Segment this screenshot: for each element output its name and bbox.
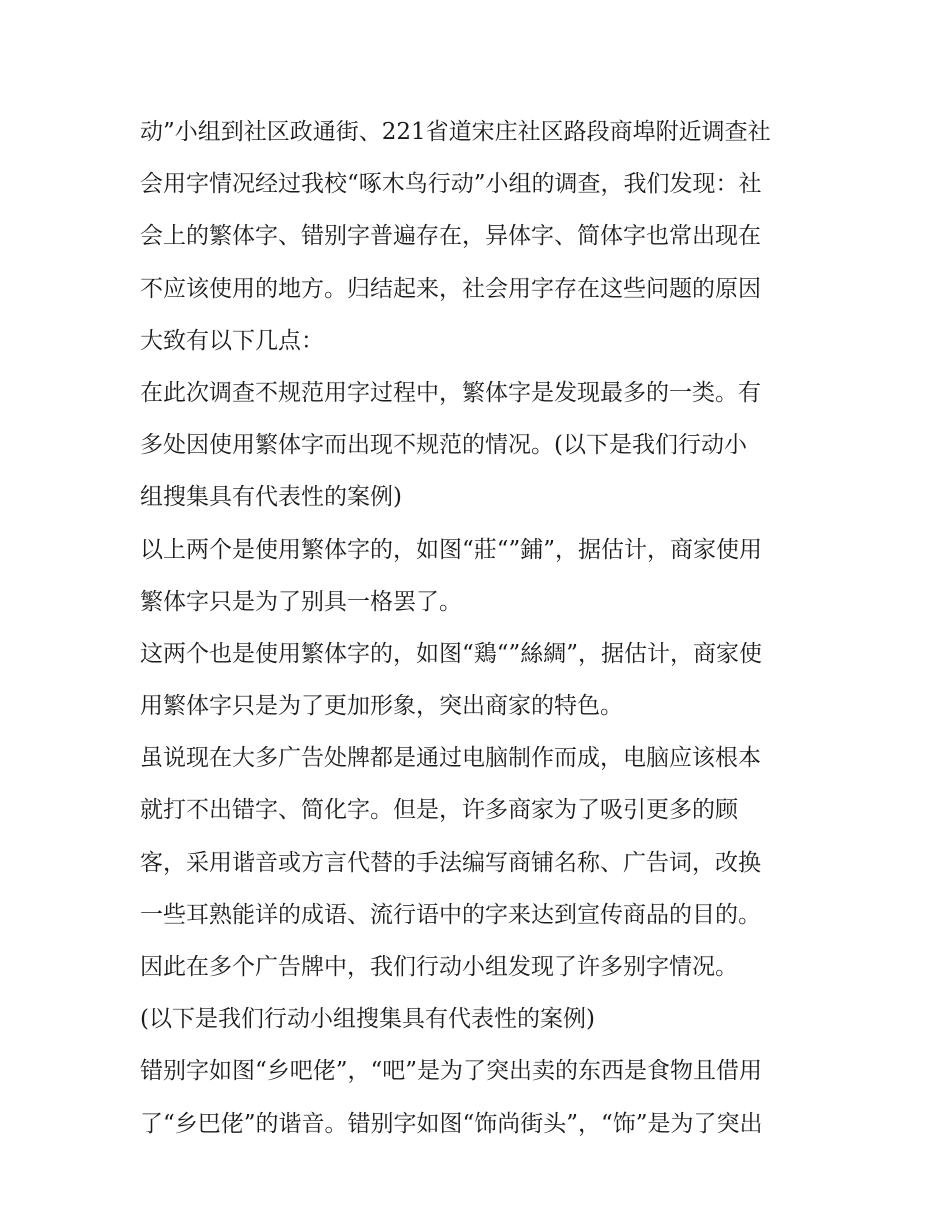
- text-line: 因此在多个广告牌中，我们行动小组发现了许多别字情况。: [140, 954, 738, 980]
- text-line: 就打不出错字、简化字。但是，许多商家为了吸引更多的顾: [140, 797, 738, 824]
- text-line: 客，采用谐音或方言代替的手法编写商铺名称、广告词，改换: [140, 849, 761, 876]
- text-line: 以上两个是使用繁体字的，如图“莊“”鋪”，据估计，商家使用: [140, 536, 763, 563]
- text-line: 虽说现在大多广告处牌都是通过电脑制作而成，电脑应该根本: [140, 745, 761, 772]
- text-line: 不应该使用的地方。归结起来，社会用字存在这些问题的原因: [140, 275, 761, 302]
- text-line: 多处因使用繁体字而出现不规范的情况。(以下是我们行动小: [140, 432, 747, 459]
- text-line: 会用字情况经过我校“啄木鸟行动”小组的调查，我们发现：社: [140, 171, 762, 198]
- text-line: 了“乡巴佬”的谐音。错别字如图“饰尚街头”，“饰”是为了突出: [140, 1110, 763, 1137]
- text-line: (以下是我们行动小组搜集具有代表性的案例): [140, 1006, 595, 1033]
- text-line: 用繁体字只是为了更加形象，突出商家的特色。: [140, 693, 623, 720]
- text-line: 错别字如图“乡吧佬”，“吧”是为了突出卖的东西是食物且借用: [140, 1058, 763, 1085]
- text-line: 动”小组到社区政通街、221省道宋庄社区路段商埠附近调查社: [140, 119, 771, 145]
- text-line: 大致有以下几点：: [140, 327, 324, 354]
- text-line: 组搜集具有代表性的案例): [140, 484, 402, 511]
- text-line: 在此次调查不规范用字过程中，繁体字是发现最多的一类。有: [140, 379, 761, 406]
- text-line: 繁体字只是为了别具一格罢了。: [140, 588, 462, 615]
- text-line: 一些耳熟能详的成语、流行语中的字来达到宣传商品的目的。: [140, 901, 761, 928]
- text-line: 这两个也是使用繁体字的，如图“鶏“”絲綢”，据估计，商家使: [140, 640, 763, 667]
- text-line: 会上的繁体字、错别字普遍存在，异体字、简体字也常出现在: [140, 223, 761, 250]
- body-text: [140, 106, 820, 1150]
